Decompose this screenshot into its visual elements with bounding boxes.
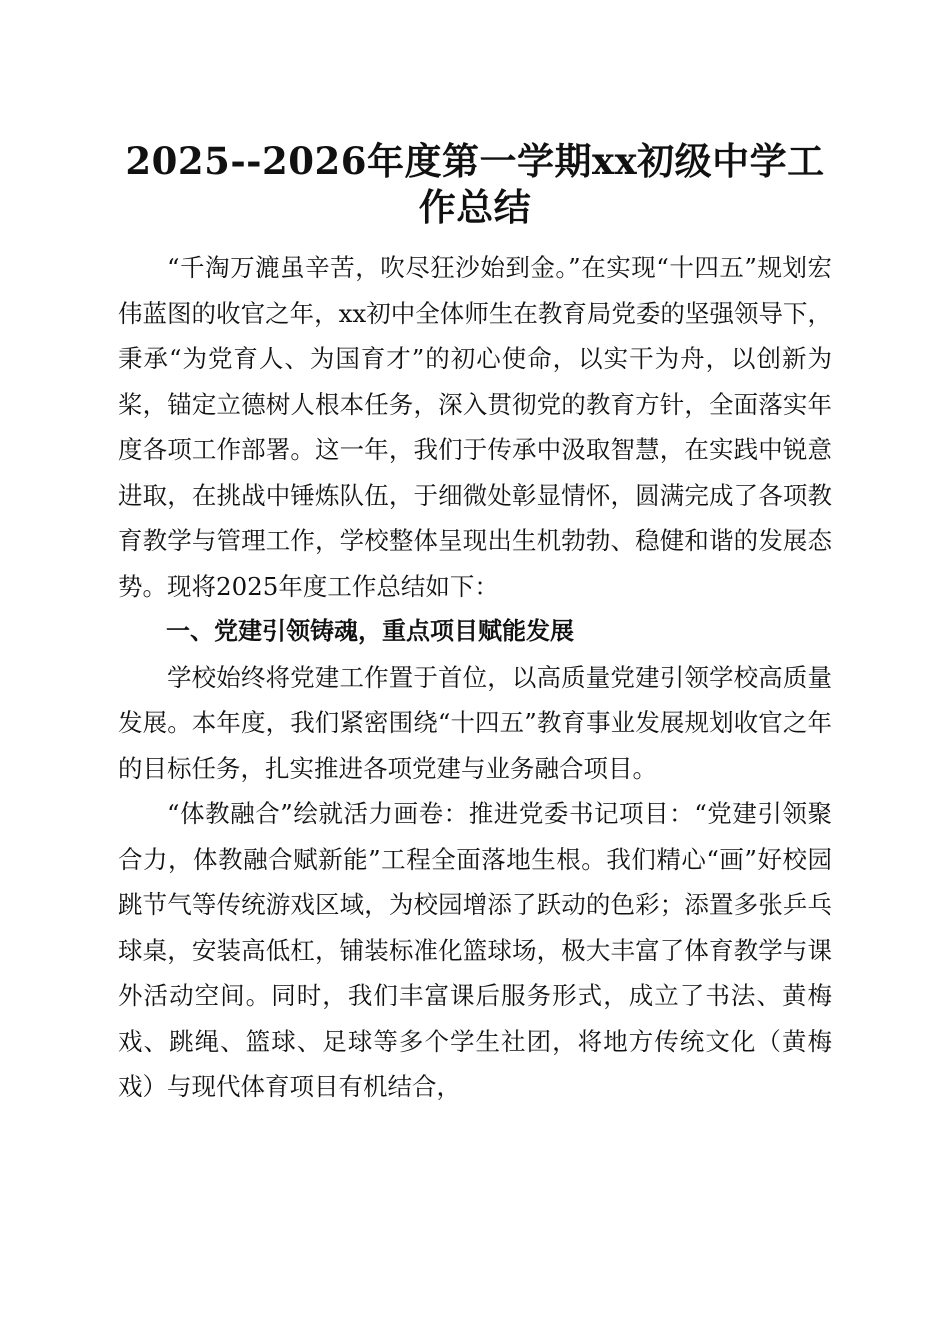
intro-paragraph: “千淘万漉虽辛苦，吹尽狂沙始到金。”在实现“十四五”规划宏伟蓝图的收官之年，xx初中全体师生在教育局党委的坚强领导下，秉承“为党育人、为国育才”的初心使命，以实干为舟，以创新为桨，锚定立德树人根本任务，深入贯彻党的教育方针，全面落实年度各项工作部署。这一年，我们于传承中汲取智慧，在实践中锐意进取，在挑战中锤炼队伍，于细微处彰显情怀，圆满完成了各项教育教学与管理工作，学校整体呈现出生机勃勃、稳健和谐的发展态势。现将2025年度工作总结如下：	[118, 253, 832, 601]
section-1-paragraph-1: 学校始终将党建工作置于首位，以高质量党建引领学校高质量发展。本年度，我们紧密围绕“十四五”教育事业发展规划收官之年的目标任务，扎实推进各项党建与业务融合项目。	[118, 662, 832, 783]
document-body	[118, 245, 832, 1110]
section-1-heading: 一、党建引领铸魂，重点项目赋能发展	[166, 617, 574, 645]
section-1-paragraph-2: “体教融合”绘就活力画卷：推进党委书记项目：“党建引领聚合力，体教融合赋新能”工程全面落地生根。我们精心“画”好校园跳节气等传统游戏区域，为校园增添了跃动的色彩；添置多张乒乓球桌，安装高低杠，铺装标准化篮球场，极大丰富了体育教学与课外活动空间。同时，我们丰富课后服务形式，成立了书法、黄梅戏、跳绳、篮球、足球等多个学生社团，将地方传统文化（黄梅戏）与现代体育项目有机结合，	[118, 799, 832, 1101]
document-title: 2025--2026年度第一学期xx初级中学工作总结	[125, 139, 825, 229]
